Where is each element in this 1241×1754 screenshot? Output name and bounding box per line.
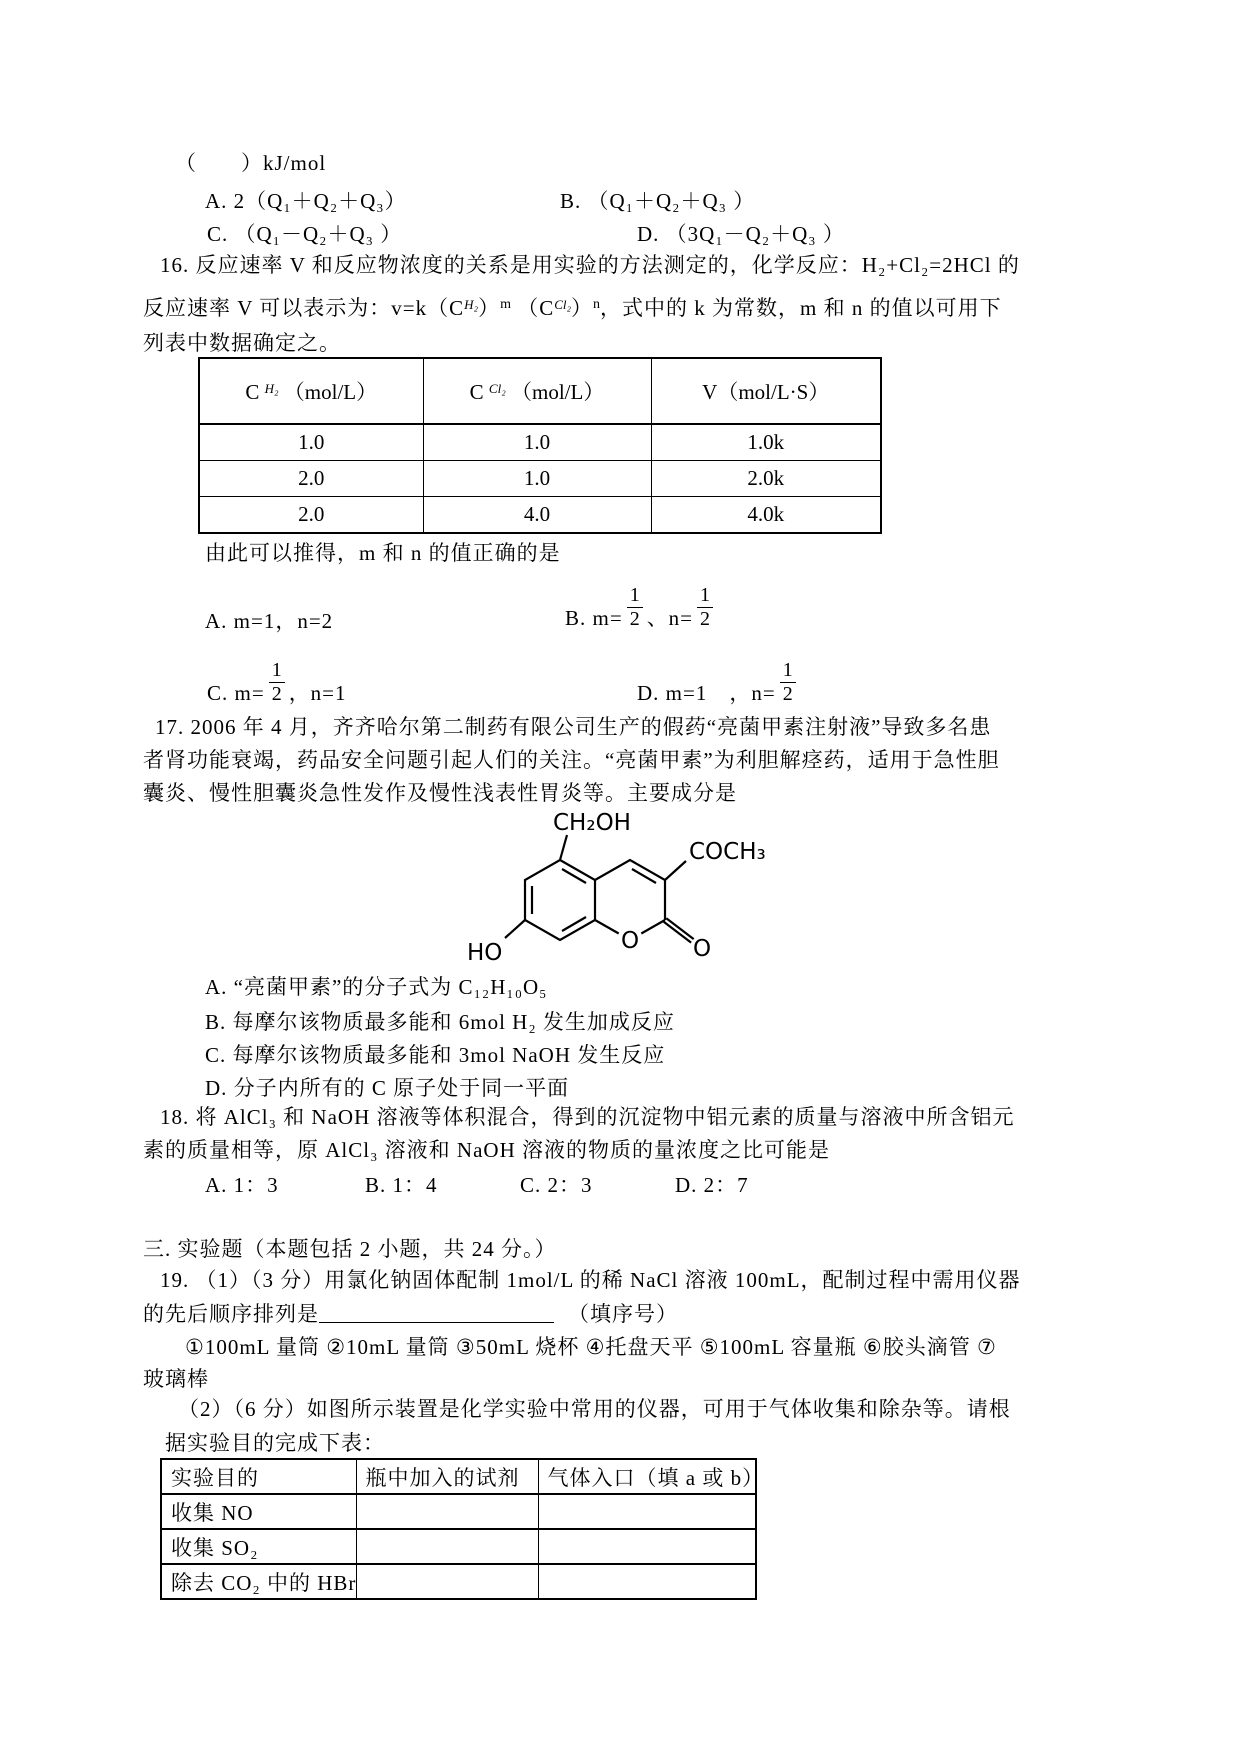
q17-line-2: 者肾功能衰竭，药品安全问题引起人们的关注。“亮菌甲素”为利胆解痉药，适用于急性胆 [143,748,1000,772]
formula-species-1: H₂ [464,297,479,312]
q15-option-a: A. 2（Q₁＋Q₂＋Q₃） [205,189,407,213]
header-cell-ch2 [199,358,423,424]
fraction [697,585,713,629]
table-cell: 收集 SO₂ [161,1529,356,1564]
fraction-numerator: 1 [629,584,640,606]
header-cell-purpose: 实验目的 [161,1459,356,1494]
table-row [199,424,881,461]
formula-species-2: Cl₂ [554,297,572,312]
header-cell-gas-inlet: 气体入口（填 a 或 b） [538,1459,756,1494]
chemical-structure-diagram [455,795,775,970]
formula-exponent-m: m [500,297,511,312]
q18-option-a: A. 1：3 [205,1173,279,1197]
q19-part2-line-2: 据实验目的完成下表： [165,1431,385,1455]
q19-line-2-post: （填序号） [568,1302,678,1326]
ring-oxygen-label: O [620,928,640,954]
fill-in-blank-line [319,1302,554,1323]
fraction-numerator: 1 [271,659,282,681]
q17-option-a: A. “亮菌甲素”的分子式为 C₁₂H₁₀O₅ [205,975,548,999]
table-cell-empty [538,1529,756,1564]
hydroxymethyl-label: CH₂OH [553,810,631,836]
header1-post: （mol/L） [283,380,378,404]
fraction [269,660,285,704]
q16-line-1: 16. 反应速率 V 和反应物浓度的关系是用实验的方法测定的，化学反应：H₂+Cl₂=2HCl 的 [160,253,1020,277]
header2-pre: C [469,380,489,404]
table-header-row [161,1459,756,1494]
q17-option-c: C. 每摩尔该物质最多能和 3mol NaOH 发生反应 [205,1043,666,1067]
table-cell: 1.0 [423,461,651,497]
table-cell: 2.0 [199,461,423,497]
q19-apparatus-list-line-1: ①100mL 量筒 ②10mL 量筒 ③50mL 烧杯 ④托盘天平 ⑤100mL 容量瓶 ⑥胶头滴管 ⑦ [185,1335,997,1359]
hydroxyl-label: HO [467,940,503,966]
acetyl-label: COCH₃ [689,839,766,865]
hydroxyl-bond [505,920,525,938]
rate-data-table [198,357,882,534]
table-cell: 2.0k [651,461,881,497]
q18-option-d: D. 2：7 [675,1173,749,1197]
header2-var: Cl₂ [488,381,506,396]
table-row [161,1494,756,1529]
q16-line-3: 列表中数据确定之。 [143,331,341,355]
table-header-row [199,358,881,424]
q17-line-1: 17. 2006 年 4 月，齐齐哈尔第二制药有限公司生产的假药“亮菌甲素注射液”导致多名患 [155,715,992,739]
q18-line-2: 素的质量相等，原 AlCl₃ 溶液和 NaOH 溶液的物质的量浓度之比可能是 [143,1138,830,1162]
q19-part2-line-1: （2）（6 分）如图所示装置是化学实验中常用的仪器，可用于气体收集和除杂等。请根 [178,1397,1011,1421]
table-cell: 4.0k [651,497,881,534]
table-cell: 4.0 [423,497,651,534]
table-cell: 除去 CO₂ 中的 HBr [161,1564,356,1599]
q18-option-c: C. 2：3 [520,1173,593,1197]
q15-stem-tail: （ ）kJ/mol [175,151,327,175]
section-3-heading: 三. 实验题（本题包括 2 小题，共 24 分。） [143,1237,557,1261]
table-row [199,497,881,534]
q19-line-1: 19. （1）（3 分）用氯化钠固体配制 1mol/L 的稀 NaCl 溶液 100mL，配制过程中需用仪器 [160,1268,1021,1292]
formula-post: ，式中的 k 为常数，m 和 n 的值以可用下 [600,296,1002,320]
fraction-denominator: 2 [780,682,796,704]
q18-option-b: B. 1：4 [365,1173,438,1197]
q17-option-d: D. 分子内所有的 C 原子处于同一平面 [205,1076,570,1100]
q16-option-b-pre: B. m= [565,606,623,630]
q17-option-b: B. 每摩尔该物质最多能和 6mol H₂ 发生加成反应 [205,1010,675,1034]
q16-option-d-pre: D. m=1 ，n= [637,681,776,705]
header2-post: （mol/L） [510,380,605,404]
q16-option-c-mid: ，n=1 [288,681,347,705]
carbonyl-oxygen-label: O [692,936,712,962]
q16-option-b [565,585,717,632]
q16-option-c [207,660,347,707]
table-cell: 2.0 [199,497,423,534]
table-row [161,1529,756,1564]
header-cell-reagent: 瓶中加入的试剂 [356,1459,538,1494]
fraction [627,585,643,629]
q19-apparatus-list-line-2: 玻璃棒 [143,1367,209,1391]
formula-open-2: （C [517,296,555,320]
header-cell-v: V（mol/L·S） [651,358,881,424]
table-cell: 1.0k [651,424,881,461]
table-cell: 1.0 [423,424,651,461]
q16-option-b-mid: 、n= [646,606,694,630]
table-cell-empty [356,1494,538,1529]
table-cell-empty [356,1564,538,1599]
fraction-numerator: 1 [782,659,793,681]
q17-line-3: 囊炎、慢性胆囊炎急性发作及慢性浅表性胃炎等。主要成分是 [143,781,737,805]
table-cell-empty [356,1529,538,1564]
table-cell-empty [538,1494,756,1529]
q15-option-b: B. （Q₁＋Q₂＋Q₃ ） [560,189,756,213]
q15-option-d: D. （3Q₁－Q₂＋Q₃ ） [637,222,845,246]
q16-conclusion-line: 由此可以推得，m 和 n 的值正确的是 [205,541,561,565]
header1-var: H₂ [264,381,279,396]
fraction-denominator: 2 [627,607,643,629]
q15-option-c: C. （Q₁－Q₂＋Q₃ ） [207,222,403,246]
q18-line-1: 18. 将 AlCl₃ 和 NaOH 溶液等体积混合，得到的沉淀物中铝元素的质量与溶液中所含铝元 [160,1105,1015,1129]
table-cell: 1.0 [199,424,423,461]
q16-option-c-pre: C. m= [207,681,265,705]
q19-line-2 [143,1301,678,1328]
fraction-denominator: 2 [269,682,285,704]
header-cell-ccl2 [423,358,651,424]
q19-line-2-pre: 的先后顺序排列是 [143,1302,319,1326]
fraction-numerator: 1 [700,584,711,606]
formula-exponent-n: n [593,297,601,312]
formula-pre: 反应速率 V 可以表示为：v=k（C [143,296,465,320]
table-row [199,461,881,497]
q16-rate-formula-line [143,295,1002,322]
header1-pre: C [245,380,265,404]
formula-close-1: ） [478,296,501,320]
benzene-ring [525,860,595,940]
fraction-denominator: 2 [697,607,713,629]
q16-option-a: A. m=1，n=2 [205,609,334,633]
hydroxymethyl-bond [560,835,567,860]
formula-close-2: ） [571,296,594,320]
table-cell: 收集 NO [161,1494,356,1529]
table-row [161,1564,756,1599]
table-cell-empty [538,1564,756,1599]
fraction [780,660,796,704]
acetyl-bond [665,861,686,880]
experiment-table [160,1458,765,1600]
q16-option-d [637,660,800,707]
